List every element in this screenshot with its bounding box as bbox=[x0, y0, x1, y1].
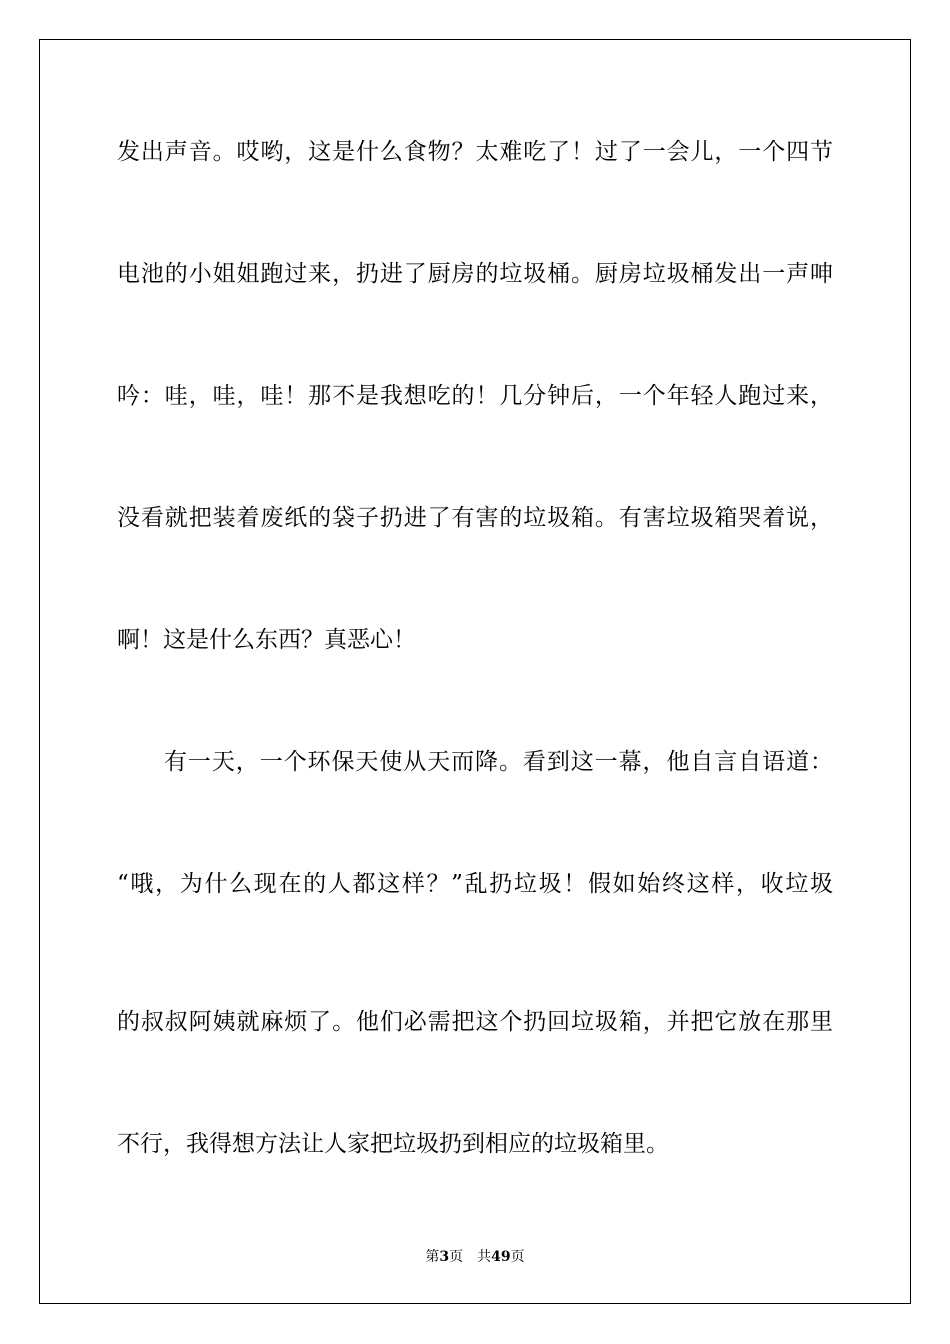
text-line-7: “哦，为什么现在的人都这样？”乱扔垃圾！假如始终这样，收垃圾 bbox=[117, 871, 833, 897]
total-page-number: 49 bbox=[491, 1249, 511, 1265]
text-line-4: 没看就把装着废纸的袋子扔进了有害的垃圾箱。有害垃圾箱哭着说， bbox=[117, 505, 833, 531]
text-line-8: 的叔叔阿姨就麻烦了。他们必需把这个扔回垃圾箱，并把它放在那里 bbox=[117, 1009, 833, 1035]
page-footer bbox=[0, 1247, 950, 1267]
text-line-5: 啊！这是什么东西？真恶心！ bbox=[117, 627, 416, 653]
text-line-3: 吟：哇，哇，哇！那不是我想吃的！几分钟后，一个年轻人跑过来， bbox=[117, 383, 833, 409]
page-label-suffix: 页 bbox=[449, 1249, 464, 1265]
text-line-6: 有一天，一个环保天使从天而降。看到这一幕，他自言自语道： bbox=[164, 749, 833, 775]
page-label-prefix: 第 bbox=[425, 1249, 440, 1265]
current-page-number: 3 bbox=[439, 1249, 450, 1265]
text-line-9: 不行，我得想方法让人家把垃圾扔到相应的垃圾箱里。 bbox=[117, 1131, 669, 1157]
page-border bbox=[39, 39, 911, 1304]
total-label-prefix: 共 bbox=[477, 1249, 492, 1265]
text-line-1: 发出声音。哎哟，这是什么食物？太难吃了！过了一会儿，一个四节 bbox=[117, 139, 833, 165]
total-label-suffix: 页 bbox=[510, 1249, 525, 1265]
text-line-2: 电池的小姐姐跑过来，扔进了厨房的垃圾桶。厨房垃圾桶发出一声呻 bbox=[117, 261, 833, 287]
